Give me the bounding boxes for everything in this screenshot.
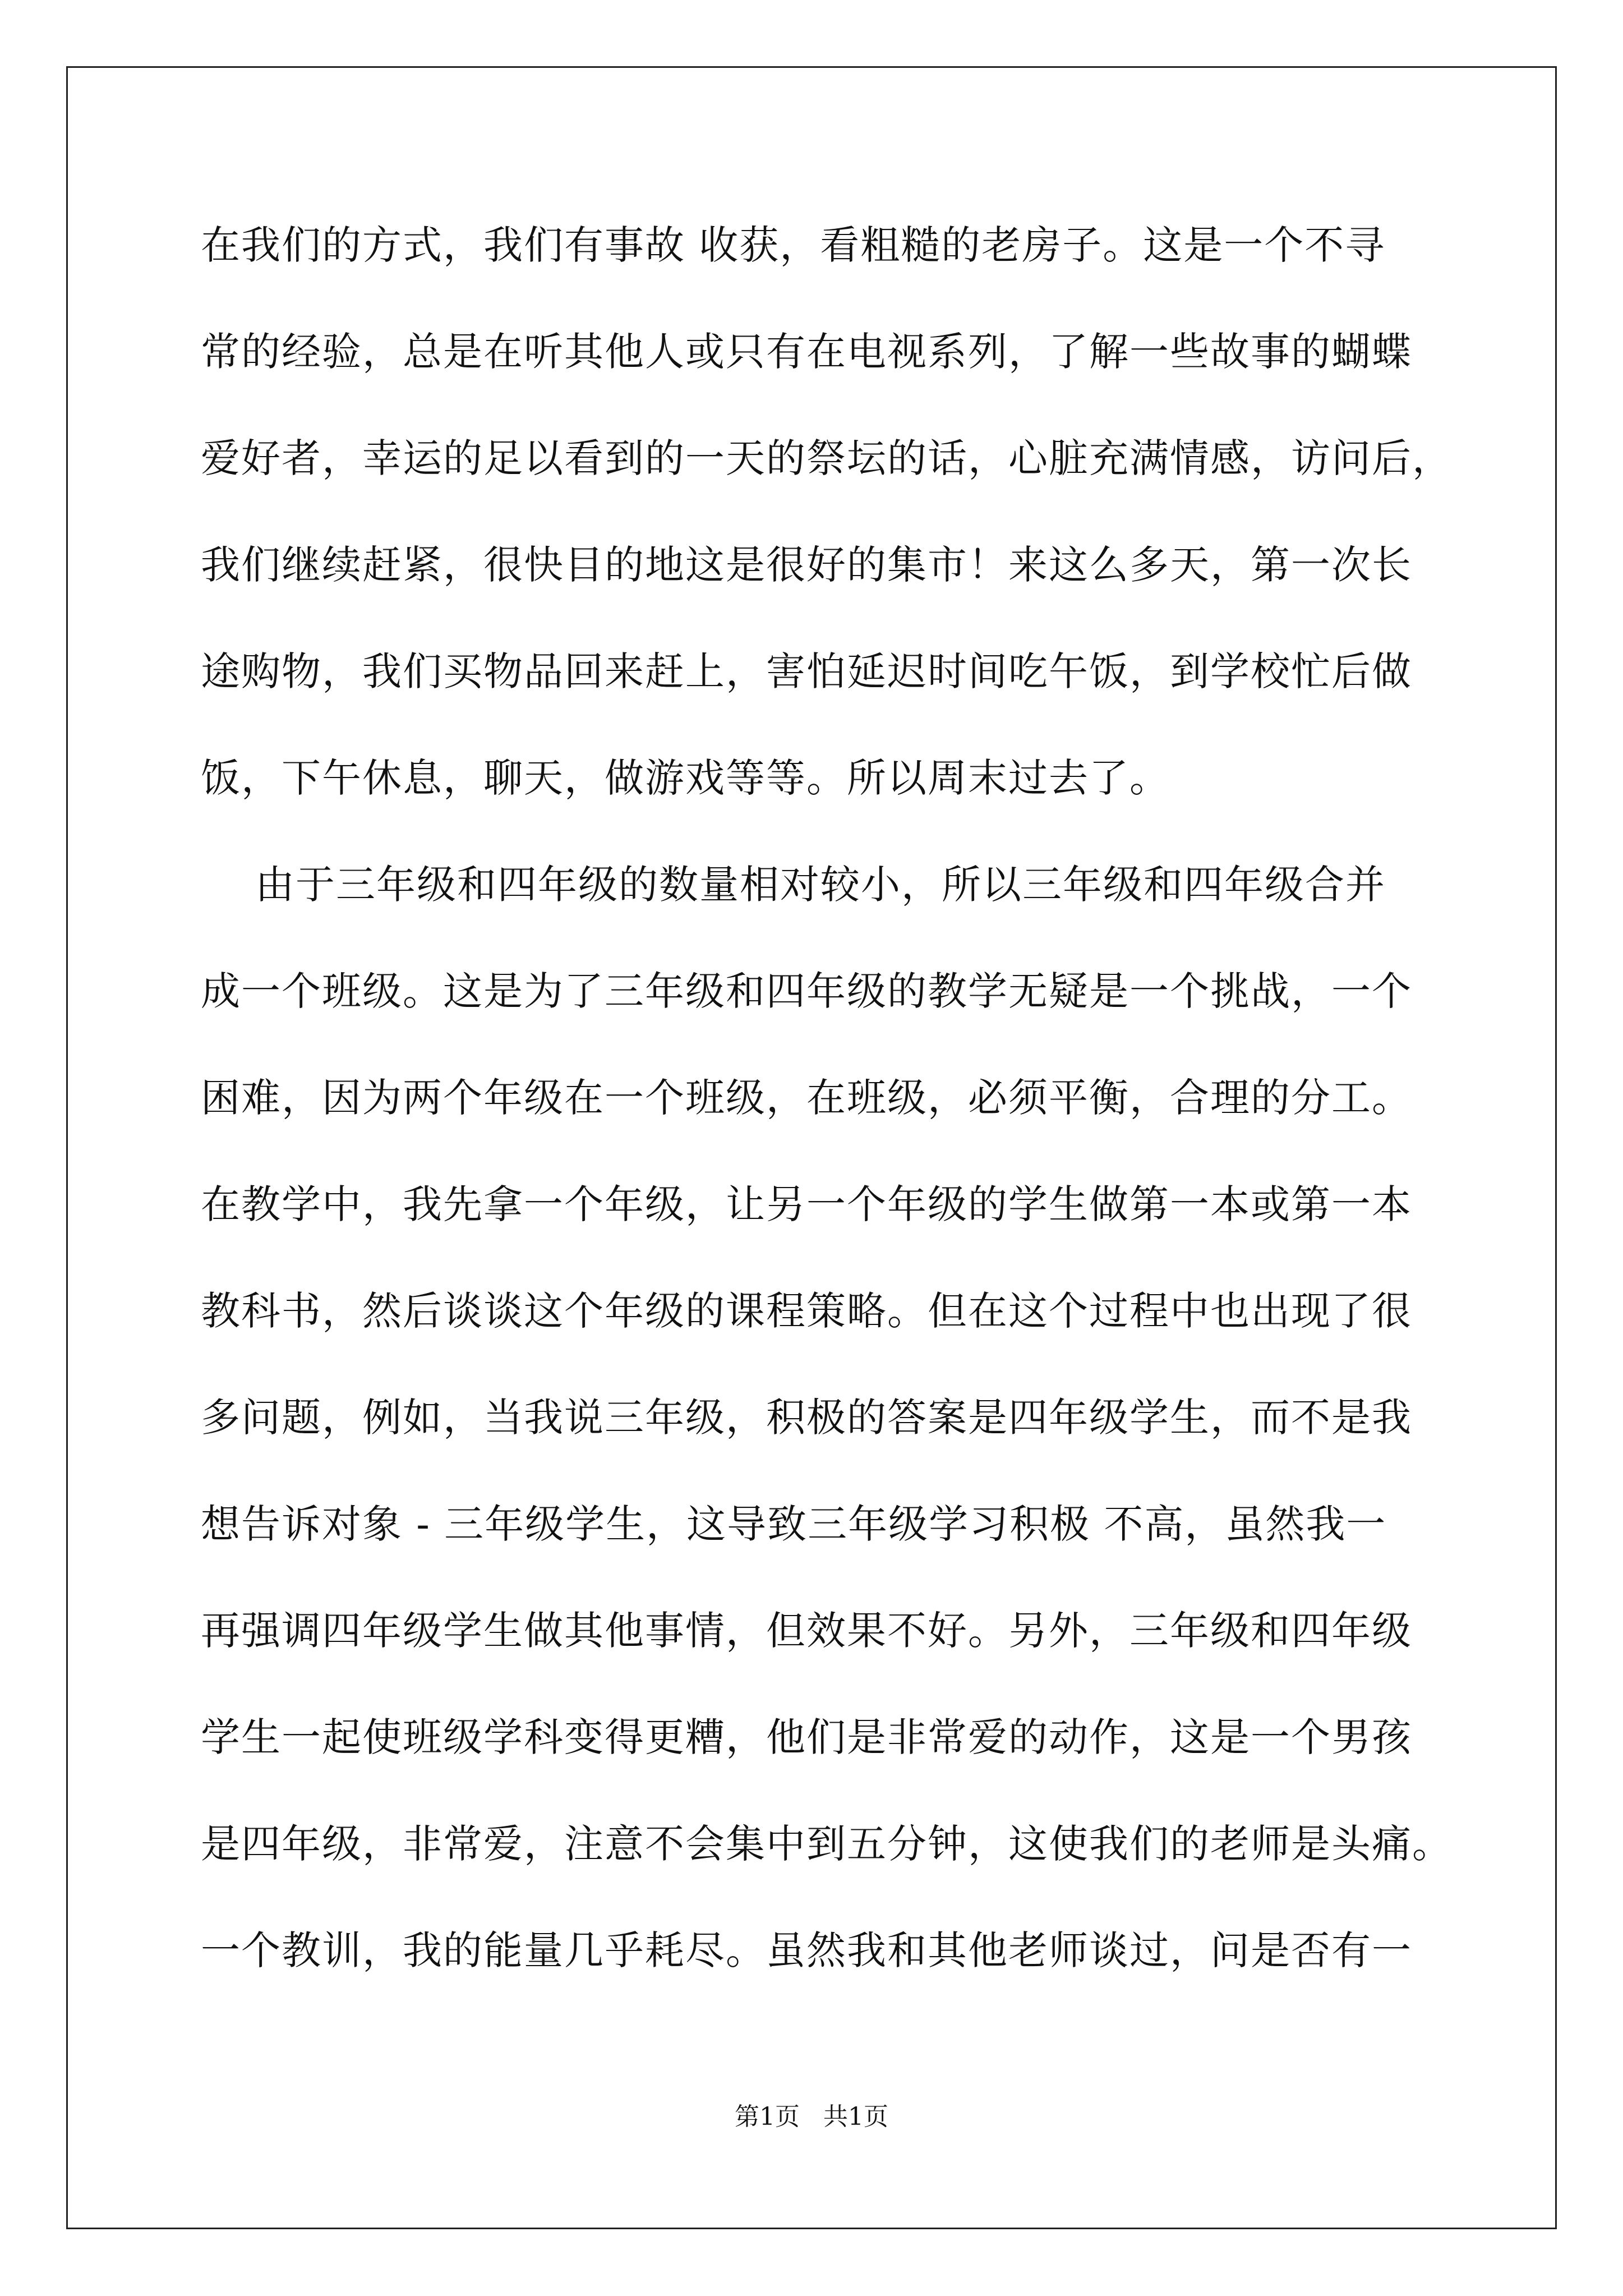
text-line-11: 教科书，然后谈谈这个年级的课程策略。但在这个过程中也出现了很	[201, 1288, 1412, 1334]
text-line-3: 爱好者，幸运的足以看到的一天的祭坛的话，心脏充满情感，访问后，	[201, 435, 1453, 481]
text-line-8: 成一个班级。这是为了三年级和四年级的教学无疑是一个挑战，一个	[201, 968, 1412, 1014]
text-line-7: 由于三年级和四年级的数量相对较小，所以三年级和四年级合并	[201, 862, 1386, 908]
text-line-16: 是四年级，非常爱，注意不会集中到五分钟，这使我们的老师是头痛。	[201, 1821, 1453, 1867]
text-line-2: 常的经验，总是在听其他人或只有在电视系列，了解一些故事的蝴蝶	[201, 329, 1412, 375]
text-line-9: 困难，因为两个年级在一个班级，在班级，必须平衡，合理的分工。	[201, 1075, 1412, 1121]
text-line-15: 学生一起使班级学科变得更糟，他们是非常爱的动作，这是一个男孩	[201, 1714, 1412, 1760]
text-line-10: 在教学中，我先拿一个年级，让另一个年级的学生做第一本或第一本	[201, 1181, 1412, 1227]
text-line-13: 想告诉对象 - 三年级学生，这导致三年级学习积极 不高，虽然我一	[201, 1501, 1387, 1547]
text-line-4: 我们继续赶紧，很快目的地这是很好的集市！来这么多天，第一次长	[201, 542, 1412, 588]
text-line-1: 在我们的方式，我们有事故 收获，看粗糙的老房子。这是一个不寻	[201, 222, 1386, 268]
page-number-footer: 第1页 共1页	[735, 2102, 888, 2131]
page-border	[66, 66, 1557, 2229]
text-line-6: 饭，下午休息，聊天，做游戏等等。所以周末过去了。	[201, 755, 1170, 801]
text-line-12: 多问题，例如，当我说三年级，积极的答案是四年级学生，而不是我	[201, 1395, 1412, 1441]
text-line-14: 再强调四年级学生做其他事情，但效果不好。另外，三年级和四年级	[201, 1608, 1412, 1654]
text-line-5: 途购物，我们买物品回来赶上，害怕延迟时间吃午饭，到学校忙后做	[201, 648, 1412, 694]
text-line-17: 一个教训，我的能量几乎耗尽。虽然我和其他老师谈过，问是否有一	[201, 1927, 1412, 1973]
